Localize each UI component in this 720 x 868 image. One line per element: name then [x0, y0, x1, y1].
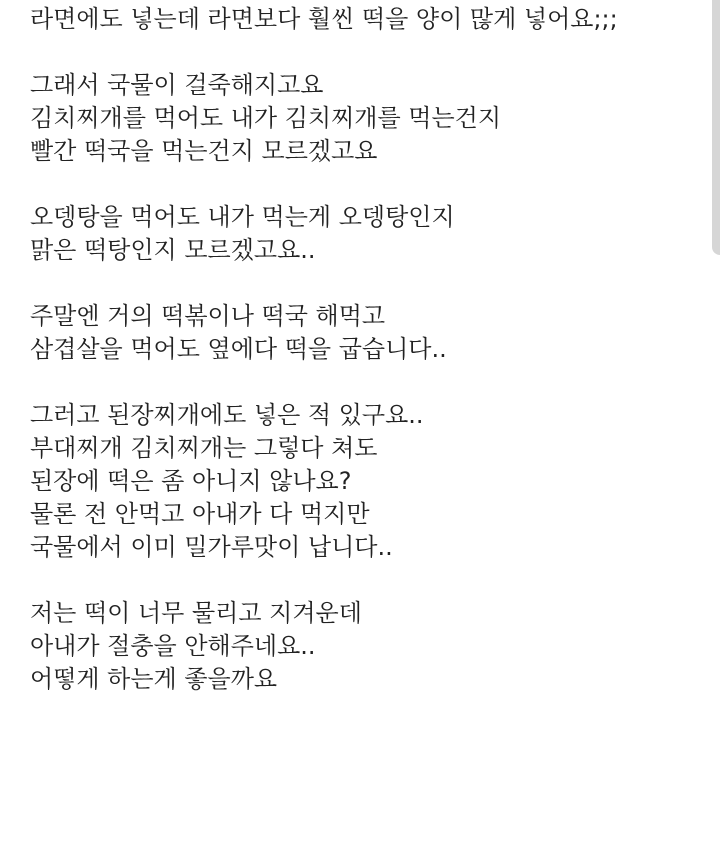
blank-line — [30, 168, 690, 201]
post-line: 그러고 된장찌개에도 넣은 적 있구요.. — [30, 401, 424, 429]
post-line: 그래서 국물이 걸죽해지고요 — [30, 71, 324, 99]
blank-line — [30, 36, 690, 69]
post-line: 저는 떡이 너무 물리고 지겨운데 — [30, 599, 362, 627]
post-line: 국물에서 이미 밀가루맛이 납니다.. — [30, 533, 393, 561]
blank-line — [30, 564, 690, 597]
post-line: 부대찌개 김치찌개는 그렇다 쳐도 — [30, 434, 378, 462]
post-line: 아내가 절충을 안해주네요.. — [30, 632, 316, 660]
post-line: 빨간 떡국을 먹는건지 모르겠고요 — [30, 137, 378, 165]
blank-line — [30, 366, 690, 399]
post-line: 주말엔 거의 떡볶이나 떡국 해먹고 — [30, 302, 386, 330]
post-line: 삼겹살을 먹어도 옆에다 떡을 굽습니다.. — [30, 335, 447, 363]
post-line: 된장에 떡은 좀 아니지 않나요? — [30, 467, 352, 495]
post-line: 물론 전 안먹고 아내가 다 먹지만 — [30, 500, 370, 528]
post-line: 어떻게 하는게 좋을까요 — [30, 665, 278, 693]
post-line: 라면에도 넣는데 라면보다 훨씬 떡을 양이 많게 넣어요;;; — [30, 5, 618, 33]
post-body — [30, 0, 690, 696]
blank-line — [30, 267, 690, 300]
vertical-scrollbar[interactable] — [712, 0, 720, 255]
post-line: 김치찌개를 먹어도 내가 김치찌개를 먹는건지 — [30, 104, 502, 132]
post-line: 맑은 떡탕인지 모르겠고요.. — [30, 236, 316, 264]
post-line: 오뎅탕을 먹어도 내가 먹는게 오뎅탕인지 — [30, 203, 455, 231]
